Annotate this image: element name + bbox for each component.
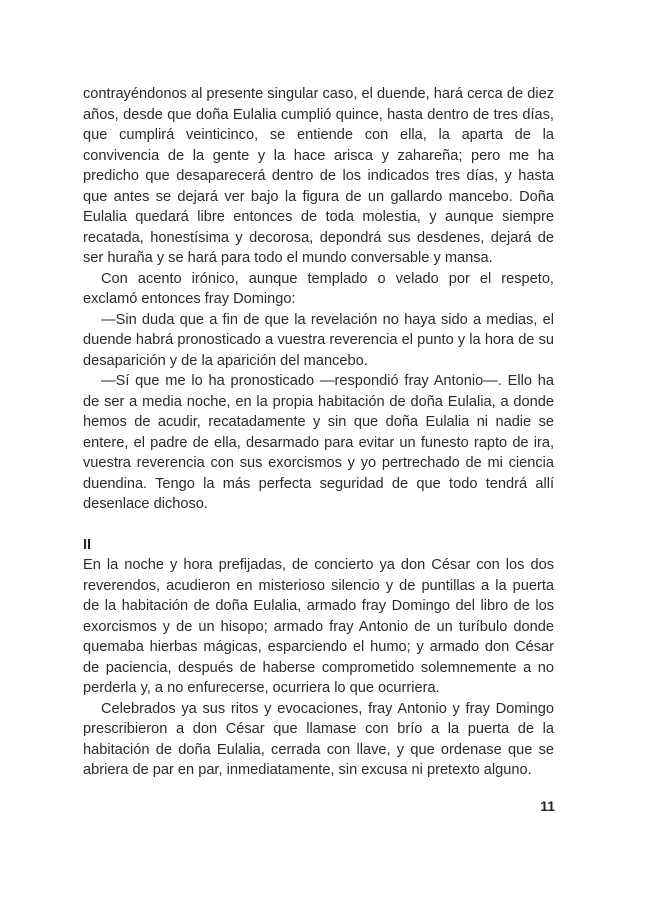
body-text [83, 84, 554, 781]
page-number: 11 [540, 798, 555, 814]
paragraph-section-opening: En la noche y hora prefijadas, de concierto ya don César con los dos reverendos, acudieron en misterioso silencio y de puntillas a la puerta de la habitación de doña Eulalia, armado fray Domingo del libro de los exorcismos y de un hisopo; armado fray Antonio de un turíbulo donde quemaba hierbas mágicas, esparciendo el humo; y armado don César de paciencia, después de haberse comprometido solemnemente a no perderla y, a no enfurecerse, ocurriera lo que ocurriera. [83, 557, 554, 696]
section-heading: II [83, 536, 92, 553]
paragraph-dialogue-antonio: —Sí que me lo ha pronosticado —respondió fray Antonio—. Ello ha de ser a media noche, en la propia habitación de doña Eulalia, a donde hemos de acudir, recatadamente y sin que doña Eulalia ni nadie se entere, el padre de ella, desarmado para evitar un funesto rapto de ira, vuestra reverencia con sus exorcismos y yo pertrechado de mi ciencia duendina. Tengo la más perfecta seguridad de que todo tendrá allí desenlace dichoso. [83, 373, 554, 512]
paragraph-dialogue-domingo: —Sin duda que a fin de que la revelación no haya sido a medias, el duende habrá pronosticado a vuestra reverencia el punto y la hora de su desaparición y de la aparición del mancebo. [83, 311, 554, 369]
paragraph-continued: contrayéndonos al presente singular caso, el duende, hará cerca de diez años, desde que doña Eulalia cumplió quince, hasta dentro de tres días, que cumplirá veinticinco, se entiende con ella, la aparta de la convivencia de la gente y la hace arisca y zahareña; pero me ha predicho que desaparecerá dentro de los indicados tres días, y hasta que antes se dejará ver bajo la figura de un gallardo mancebo. Doña Eulalia quedará libre entonces de toda molestia, y aunque siempre recatada, honestísima y decorosa, depondrá sus desdenes, dejará de ser huraña y se hará para todo el mundo conversable y mansa. [83, 86, 554, 266]
paragraph-rites: Celebrados ya sus ritos y evocaciones, fray Antonio y fray Domingo prescribieron a don César que llamase con brío a la puerta de la habitación de doña Eulalia, cerrada con llave, y que ordenase que se abriera de par en par, inmediatamente, sin excusa ni pretexto alguno. [83, 700, 554, 778]
paragraph-fray-domingo-exclaims: Con acento irónico, aunque templado o velado por el respeto, exclamó entonces fray Domingo: [83, 270, 554, 307]
